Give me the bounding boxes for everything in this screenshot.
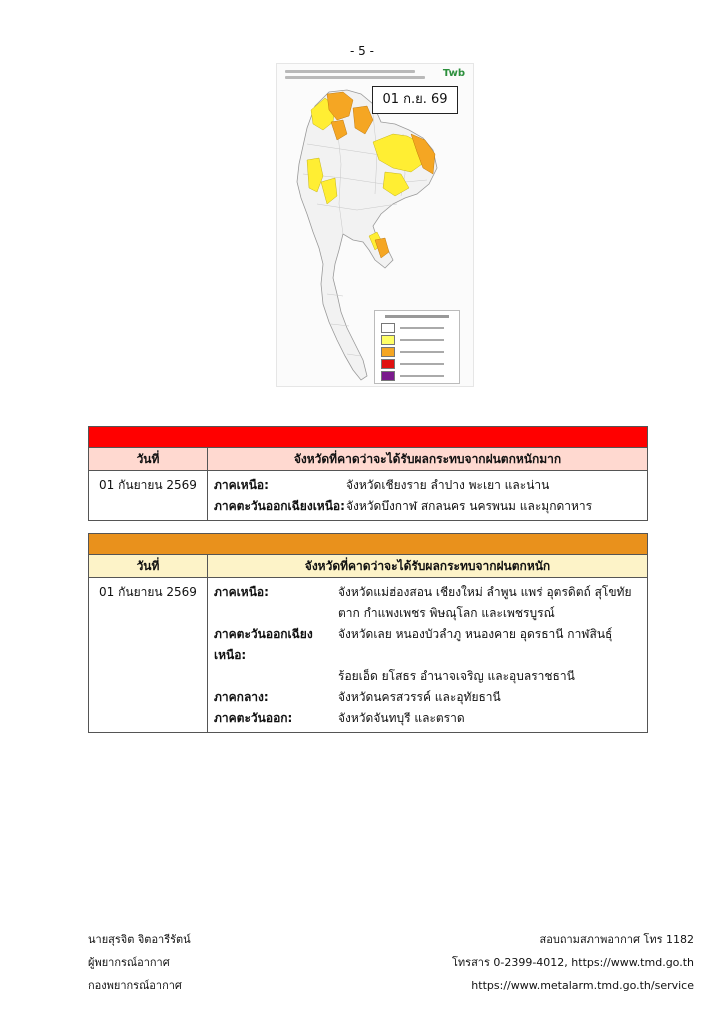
table-row — [214, 496, 641, 517]
heavy-rain-table — [88, 533, 648, 733]
region-label: ภาคเหนือ: — [214, 585, 269, 599]
table-provinces-cell — [208, 578, 648, 733]
legend-swatch-yellow — [381, 335, 395, 345]
legend-swatch-orange — [381, 347, 395, 357]
map-date-label: 01 ก.ย. 69 — [372, 86, 458, 114]
table-row — [214, 582, 641, 603]
region-label: ภาคกลาง: — [214, 690, 269, 704]
region-provinces: จังหวัดนครสวรรค์ และอุทัยธานี — [338, 690, 501, 704]
region-provinces: จังหวัดเลย หนองบัวลำภู หนองคาย อุดรธานี กาฬสินธุ์ — [338, 627, 613, 641]
column-header-provinces: จังหวัดที่คาดว่าจะได้รับผลกระทบจากฝนตกหนัก — [208, 555, 648, 578]
region-label: ภาคตะวันออกเฉียงเหนือ: — [214, 499, 345, 513]
region-label: ภาคตะวันออกเฉียงเหนือ: — [214, 627, 313, 662]
table-row — [214, 603, 641, 624]
tmd-logo: Twb — [442, 68, 465, 79]
table-row — [214, 708, 641, 729]
region-provinces: จังหวัดแม่ฮ่องสอน เชียงใหม่ ลำพูน แพร่ อุตรดิตถ์ สุโขทัย — [338, 585, 632, 599]
footer-signature — [88, 928, 191, 997]
forecaster-name: นายสุรจิต จิตอารีรัตน์ — [88, 933, 191, 946]
column-header-date: วันที่ — [89, 448, 208, 471]
contact-fax-website[interactable]: โทรสาร 0-2399-4012, https://www.tmd.go.th — [452, 956, 694, 969]
forecaster-division: กองพยากรณ์อากาศ — [88, 979, 182, 992]
legend-swatch-white — [381, 323, 395, 333]
table-row — [214, 687, 641, 708]
legend-swatch-purple — [381, 371, 395, 381]
page-number: - 5 - — [350, 44, 374, 58]
very-heavy-rain-table — [88, 426, 648, 521]
contact-phone: สอบถามสภาพอากาศ โทร 1182 — [539, 933, 694, 946]
map-legend — [374, 310, 460, 384]
region-label: ภาคตะวันออก: — [214, 711, 293, 725]
table-row — [214, 624, 641, 666]
heavy-rain-band — [89, 534, 648, 555]
very-heavy-rain-band — [89, 427, 648, 448]
table-date-cell: 01 กันยายน 2569 — [89, 471, 208, 521]
table-row — [214, 475, 641, 496]
column-header-date: วันที่ — [89, 555, 208, 578]
contact-service-link[interactable]: https://www.metalarm.tmd.go.th/service — [471, 979, 694, 992]
region-provinces: จังหวัดเชียงราย ลำปาง พะเยา และน่าน — [346, 478, 550, 492]
region-provinces: จังหวัดจันทบุรี และตราด — [338, 711, 465, 725]
legend-swatch-red — [381, 359, 395, 369]
region-provinces: จังหวัดบึงกาฬ สกลนคร นครพนม และมุกดาหาร — [346, 499, 593, 513]
region-provinces-continued: ตาก กำแพงเพชร พิษณุโลก และเพชรบูรณ์ — [338, 606, 555, 620]
region-provinces-continued: ร้อยเอ็ด ยโสธร อำนาจเจริญ และอุบลราชธานี — [338, 669, 575, 683]
table-row — [214, 666, 641, 687]
column-header-provinces: จังหวัดที่คาดว่าจะได้รับผลกระทบจากฝนตกหนักมาก — [208, 448, 648, 471]
table-date-cell: 01 กันยายน 2569 — [89, 578, 208, 733]
forecaster-title: ผู้พยากรณ์อากาศ — [88, 956, 170, 969]
region-label: ภาคเหนือ: — [214, 478, 269, 492]
table-provinces-cell — [208, 471, 648, 521]
footer-contact — [452, 928, 694, 997]
